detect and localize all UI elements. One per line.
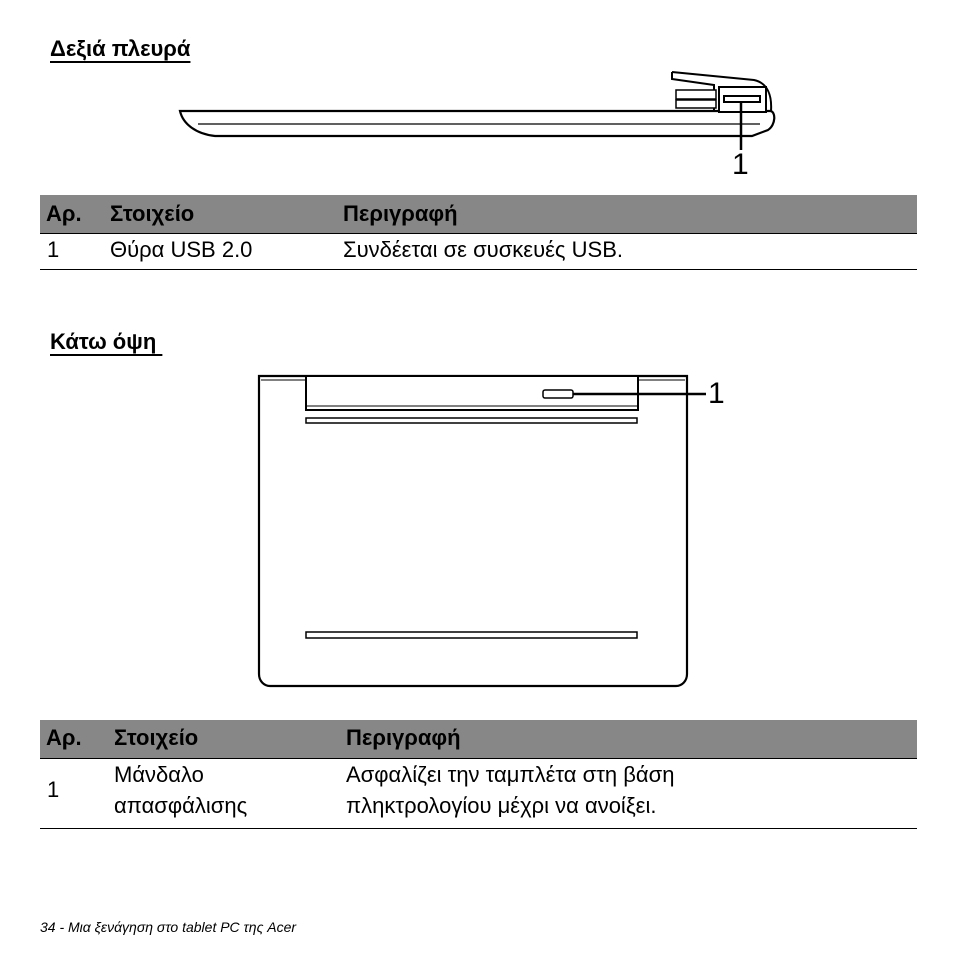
row-item-line1: Μάνδαλο — [114, 762, 204, 787]
header-item: Στοιχείο — [110, 201, 195, 226]
right-side-heading: Δεξιά πλευρά — [50, 36, 191, 61]
header-item: Στοιχείο — [114, 725, 199, 750]
row-description-line1: Ασφαλίζει την ταμπλέτα στη βάση — [346, 762, 675, 787]
bottom-view-table — [40, 720, 917, 829]
usb-port-callout-number: 1 — [732, 148, 749, 181]
row-description: Συνδέεται σε συσκευές USB. — [343, 237, 623, 262]
table-header — [40, 720, 917, 758]
bottom-view-heading: Κάτω όψη — [50, 329, 163, 354]
release-latch-icon — [543, 390, 573, 398]
header-description: Περιγραφή — [343, 201, 458, 226]
latch-callout-number: 1 — [708, 377, 725, 410]
row-description-line2: πληκτρολογίου μέχρι να ανοίξει. — [346, 793, 657, 818]
row-item-line2: απασφάλισης — [114, 793, 248, 818]
header-number: Αρ. — [46, 201, 82, 226]
table-row — [40, 758, 917, 829]
row-number: 1 — [47, 237, 60, 262]
row-number: 1 — [47, 777, 60, 802]
header-number: Αρ. — [46, 725, 82, 750]
page-footer: 34 - Μια ξενάγηση στο tablet PC της Acer — [40, 919, 297, 935]
header-description: Περιγραφή — [346, 725, 461, 750]
row-item: Θύρα USB 2.0 — [110, 237, 253, 262]
